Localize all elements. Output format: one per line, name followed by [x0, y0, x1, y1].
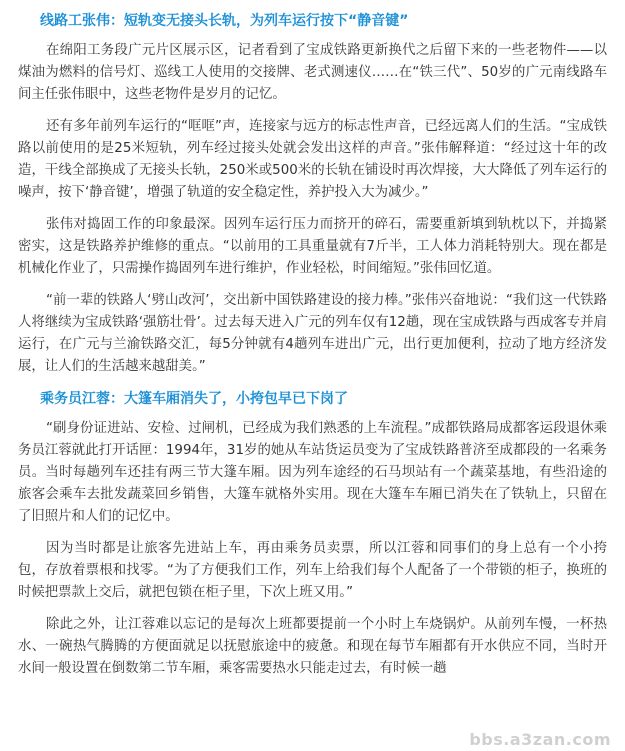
paragraph: 还有多年前列车运行的“哐哐”声，连接家与远方的标志性声音，已经远离人们的生活。“宝成铁路以前使用的是25米短轨，列车经过接头处就会发出这样的声音。”张伟解释道：“经过这十年的改造，干线全部换成了无接头长轨，250米或500米的长轨在铺设时再次焊接，大大降低了列车运行的噪声，按下‘静音键’，增强了轨道的安全稳定性，养护投入大为减少。” [18, 119, 607, 200]
paragraph: “前一辈的铁路人‘劈山改河’，交出新中国铁路建设的接力棒。”张伟兴奋地说：“我们这一代铁路人将继续为宝成铁路‘强筋壮骨’。过去每天进入广元的列车仅有12趟，现在宝成铁路与西成客专并肩运行，在广元与兰渝铁路交汇，每5分钟就有4趟列车进出广元，出行更加便利，拉动了地方经济发展，让人们的生活越来越甜美。” [18, 293, 607, 374]
paragraph: 因为当时都是让旅客先进站上车，再由乘务员卖票，所以江蓉和同事们的身上总有一个小挎包，存放着票根和找零。“为了方便我们工作，列车上给我们每个人配备了一个带锁的柜子，换班的时候把票款上交后，就把包锁在柜子里，下次上班又用。” [18, 541, 607, 600]
paragraph: 张伟对捣固工作的印象最深。因列车运行压力而挤开的碎石，需要重新填到轨枕以下，并捣紧密实，这是铁路养护维修的重点。“以前用的工具重量就有7斤半，工人体力消耗特别大。现在都是机械化作业了，只需操作捣固列车进行维护，作业轻松，时间缩短。”张伟回忆道。 [18, 217, 607, 276]
section-heading-zhang-wei: 线路工张伟：短轨变无接头长轨，为列车运行按下“静音键” [40, 13, 409, 29]
paragraph: 除此之外，让江蓉难以忘记的是每次上班都要提前一个小时上车烧锅炉。从前列车慢，一杯热水、一碗热气腾腾的方便面就足以抚慰旅途中的疲惫。和现在每节车厢都有开水供应不同，当时开水间一般设置在倒数第二节车厢，乘客需要热水只能走过去，有时候一趟 [18, 617, 607, 676]
paragraph: 在绵阳工务段广元片区展示区，记者看到了宝成铁路更新换代之后留下来的一些老物件——以煤油为燃料的信号灯、巡线工人使用的交接牌、老式测速仪……在“铁三代”、50岁的广元南线路车间主任张伟眼中，这些老物件是岁月的记忆。 [18, 43, 607, 102]
section-heading-jiang-rong: 乘务员江蓉：大篷车厢消失了，小挎包早已下岗了 [40, 391, 348, 407]
paragraph: “刷身份证进站、安检、过闸机，已经成为我们熟悉的上车流程。”成都铁路局成都客运段退休乘务员江蓉就此打开话匣：1994年，31岁的她从车站货运员变为了宝成铁路普济至成都段的一名乘务员。当时每趟列车还挂有两三节大篷车厢。因为列车途经的石马坝站有一个蔬菜基地，有些沿途的旅客会乘车去批发蔬菜回乡销售，大篷车就格外实用。现在大篷车车厢已消失在了铁轨上，只留在了旧照片和人们的记忆中。 [18, 421, 607, 524]
watermark: bbs.a3zan.com [469, 730, 611, 749]
